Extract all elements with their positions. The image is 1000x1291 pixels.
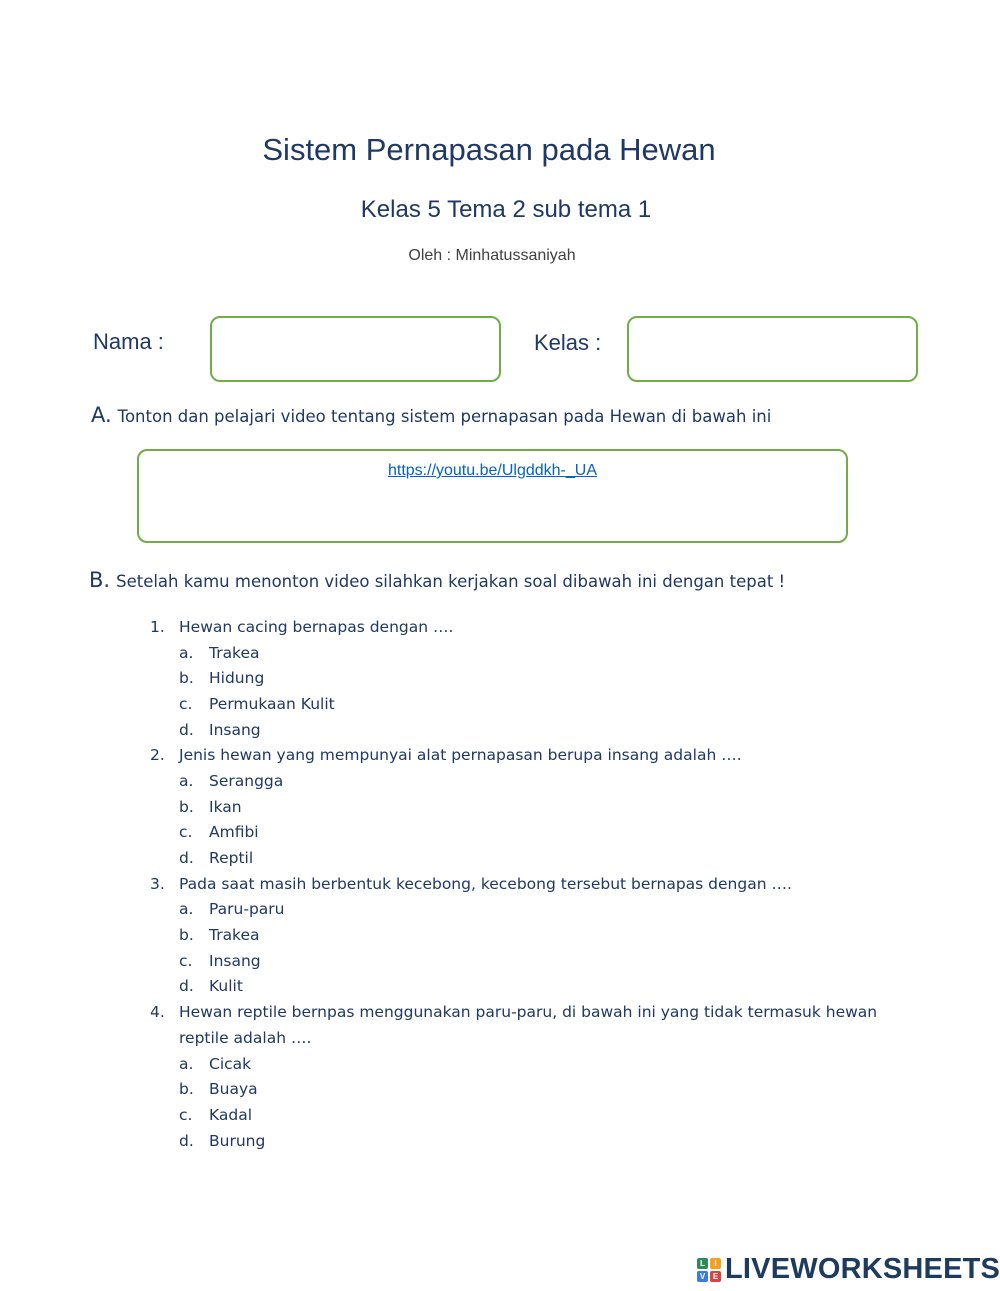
question-text: reptile adalah …. — [179, 1028, 312, 1047]
option-text: Permukaan Kulit — [209, 694, 335, 713]
answer-option[interactable] — [150, 1051, 879, 1077]
answer-option[interactable] — [150, 794, 879, 820]
option-text: Trakea — [209, 643, 260, 662]
logo-text: LIVEWORKSHEETS — [725, 1253, 1000, 1285]
author-line: Oleh : Minhatussaniyah — [408, 247, 576, 264]
kelas-input[interactable] — [627, 316, 918, 382]
question-3 — [150, 871, 879, 999]
question-line — [150, 742, 879, 768]
section-b-heading — [89, 568, 785, 592]
answer-option[interactable] — [150, 1102, 879, 1128]
option-text: Insang — [209, 720, 261, 739]
option-letter: b. — [179, 797, 194, 816]
question-4 — [150, 999, 879, 1153]
logo-icon — [697, 1258, 721, 1282]
section-b-text: Setelah kamu menonton video silahkan kerjakan soal dibawah ini dengan tepat ! — [116, 572, 786, 591]
answer-option[interactable] — [150, 717, 879, 743]
video-link[interactable]: https://youtu.be/Ulgddkh-_UA — [387, 462, 597, 479]
logo-tile: V — [697, 1271, 708, 1282]
option-letter: d. — [179, 977, 194, 996]
section-a-text: Tonton dan pelajari video tentang sistem pernapasan pada Hewan di bawah ini — [117, 407, 772, 426]
question-2 — [150, 742, 879, 870]
answer-option[interactable] — [150, 640, 879, 666]
option-letter: d. — [179, 720, 194, 739]
question-text: Hewan reptile bernpas menggunakan paru-paru, di bawah ini yang tidak termasuk hewan — [179, 1003, 878, 1022]
option-text: Reptil — [209, 849, 254, 868]
question-text: Jenis hewan yang mempunyai alat pernapasan berupa insang adalah …. — [179, 746, 742, 765]
option-letter: c. — [179, 951, 193, 970]
option-text: Ikan — [209, 797, 242, 816]
question-text: Hewan cacing bernapas dengan …. — [179, 617, 454, 636]
answer-option[interactable] — [150, 1076, 879, 1102]
kelas-label: Kelas : — [534, 330, 602, 355]
answer-option[interactable] — [150, 922, 879, 948]
answer-option[interactable] — [150, 845, 879, 871]
option-text: Hidung — [209, 669, 265, 688]
option-letter: d. — [179, 849, 194, 868]
option-text: Amfibi — [209, 823, 259, 842]
option-text: Trakea — [209, 926, 260, 945]
nama-label: Nama : — [93, 329, 164, 354]
question-line — [150, 999, 879, 1025]
option-text: Insang — [209, 951, 261, 970]
option-letter: a. — [179, 900, 194, 919]
question-line — [150, 614, 879, 640]
logo-tile: I — [710, 1258, 721, 1269]
option-letter: b. — [179, 669, 194, 688]
option-letter: c. — [179, 1105, 193, 1124]
option-text: Buaya — [209, 1080, 258, 1099]
section-a-letter: A. — [91, 403, 112, 427]
page-subtitle: Kelas 5 Tema 2 sub tema 1 — [360, 196, 652, 223]
answer-option[interactable] — [150, 820, 879, 846]
question-line — [150, 1025, 879, 1051]
answer-option[interactable] — [150, 948, 879, 974]
option-text: Burung — [209, 1131, 266, 1150]
option-text: Kadal — [209, 1105, 253, 1124]
option-letter: b. — [179, 926, 194, 945]
option-text: Serangga — [209, 771, 284, 790]
question-line — [150, 871, 879, 897]
option-letter: d. — [179, 1131, 194, 1150]
question-number: 1. — [150, 617, 165, 636]
question-number: 2. — [150, 746, 165, 765]
question-number: 3. — [150, 874, 165, 893]
question-text: Pada saat masih berbentuk kecebong, kecebong tersebut bernapas dengan …. — [179, 874, 792, 893]
section-b-letter: B. — [89, 568, 111, 592]
option-letter: b. — [179, 1080, 194, 1099]
answer-option[interactable] — [150, 897, 879, 923]
logo-tile: L — [697, 1258, 708, 1269]
answer-option[interactable] — [150, 691, 879, 717]
option-text: Paru-paru — [209, 900, 285, 919]
nama-input[interactable] — [210, 316, 501, 382]
question-number: 4. — [150, 1003, 165, 1022]
section-a-heading — [91, 403, 771, 427]
option-letter: c. — [179, 823, 193, 842]
option-letter: a. — [179, 643, 194, 662]
answer-option[interactable] — [150, 665, 879, 691]
answer-option[interactable] — [150, 974, 879, 1000]
question-1 — [150, 614, 879, 742]
option-text: Cicak — [209, 1054, 252, 1073]
answer-option[interactable] — [150, 768, 879, 794]
option-letter: a. — [179, 771, 194, 790]
option-letter: c. — [179, 694, 193, 713]
logo-tile: E — [710, 1271, 721, 1282]
liveworksheets-logo — [697, 1253, 1000, 1286]
option-text: Kulit — [209, 977, 243, 996]
page-title: Sistem Pernapasan pada Hewan — [262, 132, 716, 167]
question-list — [150, 614, 879, 1153]
option-letter: a. — [179, 1054, 194, 1073]
answer-option[interactable] — [150, 1128, 879, 1154]
